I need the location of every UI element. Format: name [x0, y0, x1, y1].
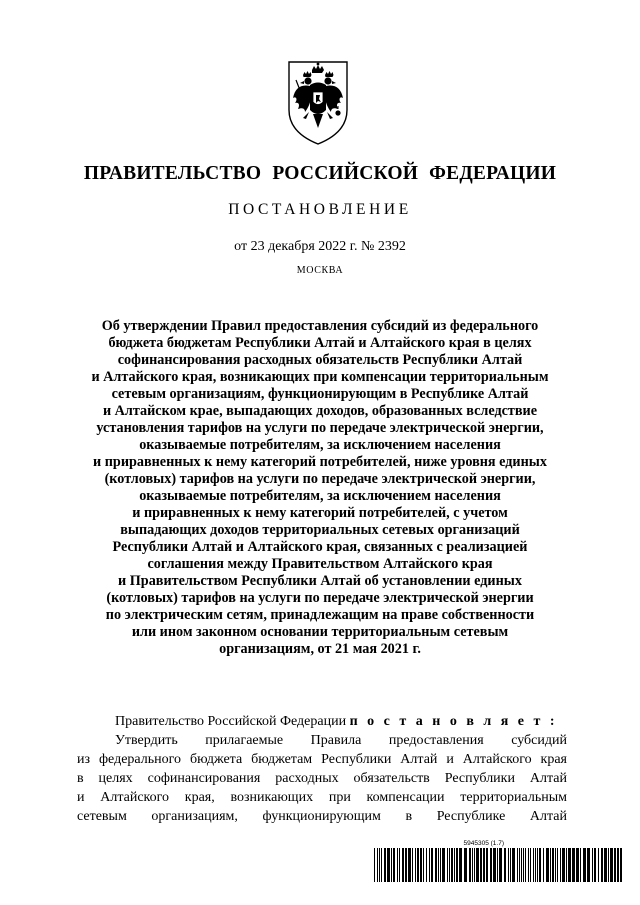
preamble — [77, 712, 567, 731]
barcode-number: 5945305 (1.7) — [463, 840, 504, 847]
barcode-block — [374, 840, 624, 882]
document-date-number: от 23 декабря 2022 г. № 2392 — [234, 239, 406, 254]
coat-of-arms-icon — [283, 58, 353, 148]
preamble-text: Правительство Российской Федерации — [115, 714, 347, 729]
paragraph-line: из федерального бюджета бюджетам Республики Алтай и Алтайского края — [77, 752, 567, 767]
paragraph-1 — [77, 731, 567, 826]
paragraph-line: сетевым организациям, функционирующим в Республике Алтай — [77, 809, 567, 824]
paragraph-line: в целях софинансирования расходных обязательств Республики Алтай — [77, 771, 567, 786]
document-place: МОСКВА — [296, 265, 344, 276]
document-body — [77, 712, 567, 826]
paragraph-line: и Алтайского края, возникающих при компенсации территориальным — [77, 790, 567, 805]
paragraph-line: Утвердить прилагаемые Правила предоставления субсидий — [115, 733, 567, 748]
barcode-icon — [374, 848, 624, 882]
document-type: ПОСТАНОВЛЕНИЕ — [228, 201, 412, 218]
government-title: ПРАВИТЕЛЬСТВО РОССИЙСКОЙ ФЕДЕРАЦИИ — [83, 163, 557, 184]
decree-word: п о с т а н о в л я е т : — [349, 714, 558, 729]
document-subject: Об утверждении Правил предоставления субсидий из федерального бюджета бюджетам Республики Алтай и Алтайского края в целях софинансирования расходных обязательств Республики Алтай и Алтайского края, возникающих при компенсации территориальным сетевым организациям, функционирующим в Республике Алтай и Алтайском крае, выпадающих доходов, образованных вследствие установления тарифов на услуги по передаче электрической энергии, оказываемые потребителям, за исключением населения и приравненных к нему категорий потребителей, ниже уровня единых (котловых) тарифов на услуги по передаче электрической энергии, оказываемые потребителям, за исключением населения и приравненных к нему категорий потребителей, с учетом выпадающих доходов территориальных сетевых организаций Республики Алтай и Алтайского края, связанных с реализацией соглашения между Правительством Алтайского края и Правительством Республики Алтай об установлении единых (котловых) тарифов на услуги по передаче электрической энергии по электрическим сетям, принадлежащим на праве собственности или ином законном основании территориальным сетевым организациям, от 21 мая 2021 г. — [91, 318, 549, 657]
